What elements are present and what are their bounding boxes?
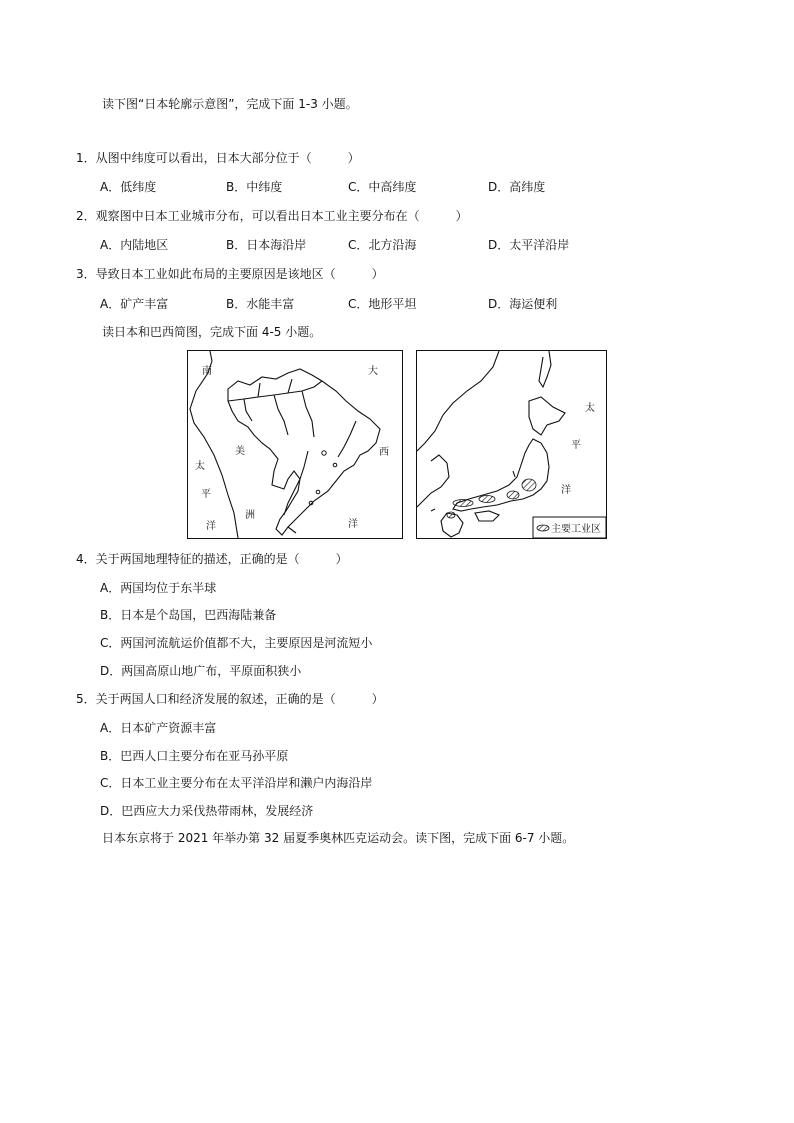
option-c: C．两国河流航运价值都不大，主要原因是河流短小 [100, 636, 373, 650]
question-number: 2． [76, 209, 96, 223]
option-c: C．北方沿海 [348, 238, 417, 252]
hatch-legend-icon [537, 525, 549, 531]
option-a: A．低纬度 [100, 180, 157, 194]
map-legend [533, 517, 606, 538]
option-b: B．水能丰富 [226, 297, 295, 311]
question-4 [76, 551, 348, 567]
intro-6-7: 日本东京将于 2021 年举办第 32 届夏季奥林匹克运动会。读下图，完成下面 6-7 小题。 [102, 831, 575, 845]
option-b: B．日本是个岛国，巴西海陆兼备 [100, 608, 277, 622]
question-3 [76, 266, 384, 282]
question-text: 从图中纬度可以看出，日本大部分位于（ ） [95, 151, 360, 165]
label-atlantic-3: 洋 [348, 519, 358, 530]
option-c: C．日本工业主要分布在太平洋沿岸和濑户内海沿岸 [100, 776, 373, 790]
option-d: D．高纬度 [488, 180, 546, 194]
option-d: D．巴西应大力采伐热带雨林，发展经济 [100, 804, 314, 818]
option-b: B．日本海沿岸 [226, 238, 307, 252]
question-number: 3． [76, 267, 96, 281]
brazil-map [187, 350, 403, 539]
option-b: B．中纬度 [226, 180, 283, 194]
japan-map-drawing [417, 351, 606, 538]
question-text: 观察图中日本工业城市分布，可以看出日本工业主要分布在（ ） [95, 209, 468, 223]
option-c: C．地形平坦 [348, 297, 417, 311]
option-a: A．两国均位于东半球 [100, 581, 217, 595]
option-d: D．海运便利 [488, 297, 558, 311]
option-b: B．巴西人口主要分布在亚马孙平原 [100, 749, 289, 763]
label-pacific-1: 太 [195, 461, 205, 472]
intro-4-5: 读日本和巴西简图，完成下面 4-5 小题。 [102, 325, 322, 339]
option-a: A．矿产丰富 [100, 297, 169, 311]
question-5 [76, 691, 384, 707]
brazil-map-drawing [188, 351, 402, 538]
label-atlantic-1: 大 [368, 366, 378, 377]
label-pacific-3: 洋 [206, 521, 216, 532]
question-number: 5． [76, 692, 96, 706]
japan-map [416, 350, 607, 539]
option-d: D．两国高原山地广布，平原面积狭小 [100, 664, 302, 678]
legend-label: 主要工业区 [551, 524, 601, 535]
option-c: C．中高纬度 [348, 180, 417, 194]
option-a: A．日本矿产资源丰富 [100, 721, 217, 735]
option-d: D．太平洋沿岸 [488, 238, 570, 252]
label-pacific-2: 平 [571, 440, 581, 451]
label-pacific-2: 平 [201, 489, 211, 500]
question-1 [76, 150, 360, 166]
label-pacific-1: 太 [585, 403, 595, 414]
question-number: 4． [76, 552, 96, 566]
question-text: 关于两国地理特征的描述，正确的是（ ） [95, 552, 348, 566]
label-zhou: 洲 [245, 510, 255, 521]
question-2 [76, 208, 468, 224]
intro-1-3: 读下图“日本轮廓示意图”，完成下面 1-3 小题。 [102, 97, 358, 111]
option-a: A．内陆地区 [100, 238, 169, 252]
label-nan: 南 [202, 366, 212, 377]
question-number: 1． [76, 151, 96, 165]
label-pacific-3: 洋 [561, 485, 571, 496]
question-text: 导致日本工业如此布局的主要原因是该地区（ ） [95, 267, 384, 281]
label-atlantic-2: 西 [379, 447, 389, 458]
question-text: 关于两国人口和经济发展的叙述，正确的是（ ） [95, 692, 384, 706]
label-mei: 美 [235, 446, 245, 457]
